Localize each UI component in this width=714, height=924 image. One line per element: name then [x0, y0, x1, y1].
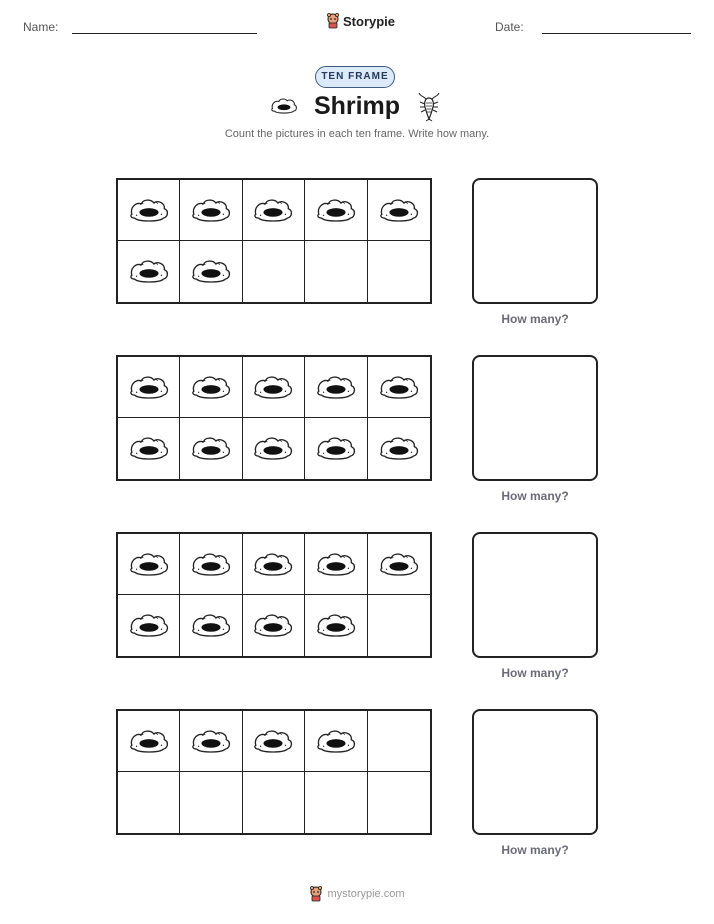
- ten-frame-cell: [118, 534, 180, 595]
- answer-box[interactable]: [472, 178, 598, 304]
- ten-frame-cell: [243, 180, 305, 241]
- ten-frame-cell: [180, 772, 242, 833]
- shrimp-dumpling-icon: [252, 728, 294, 755]
- ten-frame-cell: [305, 418, 367, 479]
- ten-frame-cell: [305, 357, 367, 418]
- shrimp-dumpling-icon: [315, 728, 357, 755]
- how-many-label: How many?: [501, 312, 569, 326]
- storypie-mascot-icon: [326, 13, 340, 29]
- shrimp-dumpling-icon: [190, 374, 232, 401]
- ten-frame-cell: [180, 357, 242, 418]
- footer-url: mystorypie.com: [327, 888, 405, 900]
- date-line[interactable]: [542, 33, 691, 34]
- storypie-mascot-icon: [309, 886, 323, 902]
- shrimp-dumpling-icon: [315, 435, 357, 462]
- shrimp-dumpling-icon: [190, 728, 232, 755]
- shrimp-dumpling-icon: [190, 197, 232, 224]
- shrimp-dumpling-icon: [252, 612, 294, 639]
- answer-box[interactable]: [472, 709, 598, 835]
- ten-frame-cell: [180, 595, 242, 656]
- ten-frame-cell: [305, 180, 367, 241]
- ten-frame-cell: [305, 711, 367, 772]
- brand-logo: [326, 13, 395, 29]
- ten-frame-cell: [368, 534, 430, 595]
- category-badge: TEN FRAME: [315, 66, 395, 88]
- ten-frame-cell: [180, 534, 242, 595]
- shrimp-dumpling-icon: [269, 97, 299, 120]
- answer-box[interactable]: [472, 532, 598, 658]
- ten-frame: [116, 532, 432, 658]
- ten-frame-cell: [243, 241, 305, 302]
- shrimp-dumpling-icon: [128, 258, 170, 285]
- shrimp-dumpling-icon: [378, 197, 420, 224]
- shrimp-dumpling-icon: [315, 197, 357, 224]
- ten-frame: [116, 355, 432, 481]
- ten-frame-cell: [180, 241, 242, 302]
- shrimp-dumpling-icon: [190, 612, 232, 639]
- ten-frame-cell: [118, 180, 180, 241]
- ten-frame-cell: [180, 711, 242, 772]
- footer: [0, 886, 714, 902]
- shrimp-dumpling-icon: [190, 551, 232, 578]
- ten-frame-cell: [305, 241, 367, 302]
- brand-name: Storypie: [343, 13, 396, 29]
- how-many-label: How many?: [501, 489, 569, 503]
- shrimp-dumpling-icon: [128, 551, 170, 578]
- ten-frame-cell: [180, 180, 242, 241]
- ten-frame-cell: [368, 711, 430, 772]
- ten-frame-cell: [118, 357, 180, 418]
- shrimp-dumpling-icon: [252, 197, 294, 224]
- ten-frame-cell: [305, 595, 367, 656]
- shrimp-dumpling-icon: [315, 551, 357, 578]
- ten-frame-cell: [368, 180, 430, 241]
- answer-box[interactable]: [472, 355, 598, 481]
- shrimp-dumpling-icon: [315, 612, 357, 639]
- shrimp-dumpling-icon: [252, 374, 294, 401]
- shrimp-dumpling-icon: [378, 374, 420, 401]
- date-label: Date:: [495, 20, 524, 34]
- ten-frame-cell: [243, 418, 305, 479]
- ten-frame-cell: [243, 595, 305, 656]
- ten-frame-cell: [243, 357, 305, 418]
- shrimp-dumpling-icon: [252, 435, 294, 462]
- shrimp-dumpling-icon: [378, 435, 420, 462]
- shrimp-dumpling-icon: [128, 374, 170, 401]
- ten-frame-cell: [305, 534, 367, 595]
- ten-frame: [116, 709, 432, 835]
- ten-frame-cell: [118, 711, 180, 772]
- shrimp-dumpling-icon: [190, 435, 232, 462]
- shrimp-dumpling-icon: [128, 728, 170, 755]
- shrimp-dumpling-icon: [252, 551, 294, 578]
- ten-frame-cell: [243, 772, 305, 833]
- ten-frame-cell: [180, 418, 242, 479]
- ten-frame-cell: [118, 772, 180, 833]
- ten-frame-cell: [368, 595, 430, 656]
- ten-frame-cell: [368, 357, 430, 418]
- ten-frame-cell: [368, 241, 430, 302]
- page-title: Shrimp: [313, 92, 401, 120]
- ten-frame: [116, 178, 432, 304]
- shrimp-dumpling-icon: [128, 612, 170, 639]
- how-many-label: How many?: [501, 843, 569, 857]
- ten-frame-cell: [368, 772, 430, 833]
- ten-frame-cell: [118, 595, 180, 656]
- how-many-label: How many?: [501, 666, 569, 680]
- name-label: Name:: [23, 20, 59, 34]
- ten-frame-cell: [118, 241, 180, 302]
- name-line[interactable]: [72, 33, 257, 34]
- instructions: Count the pictures in each ten frame. Write how many.: [224, 128, 490, 140]
- ten-frame-cell: [243, 534, 305, 595]
- ten-frame-cell: [368, 418, 430, 479]
- shrimp-dumpling-icon: [315, 374, 357, 401]
- ten-frame-cell: [243, 711, 305, 772]
- shrimp-dumpling-icon: [378, 551, 420, 578]
- shrimp-dumpling-icon: [190, 258, 232, 285]
- shrimp-dumpling-icon: [128, 197, 170, 224]
- ten-frame-cell: [118, 418, 180, 479]
- ten-frame-cell: [305, 772, 367, 833]
- shrimp-icon: [417, 92, 441, 127]
- shrimp-dumpling-icon: [128, 435, 170, 462]
